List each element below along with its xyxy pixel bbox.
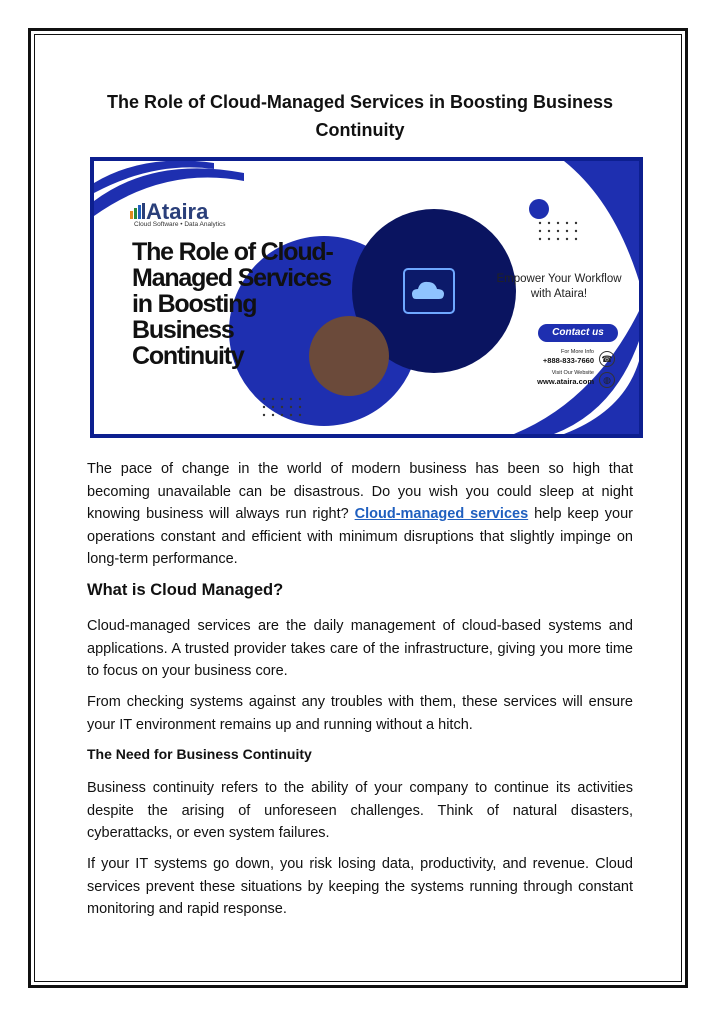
logo-name: Ataira (146, 199, 209, 224)
logo-tagline: Cloud Software • Data Analytics (134, 221, 226, 228)
website-url[interactable]: www.ataira.com (537, 377, 594, 386)
logo-bars-icon (130, 203, 146, 219)
section-heading-business-continuity: The Need for Business Continuity (87, 746, 312, 762)
cloud-chip-icon (394, 261, 464, 321)
empower-text: Empower Your Workflow with Ataira! (496, 273, 622, 300)
dot-grid-bottom (262, 397, 312, 421)
intro-paragraph (87, 458, 633, 571)
globe-icon: ◍ (599, 372, 615, 388)
intro-text-before-link: The pace of change in the world of modern business has been so high that becoming unavailable can be disastrous. Do you wish you could sleep at night knowing business will always run right? (87, 461, 633, 522)
intro-text-after-link: help keep your operations constant and efficient with minimum disruptions that slightly impinge on long-term performance. (87, 506, 633, 567)
website-label: Visit Our Website (551, 370, 594, 376)
cloud-managed-services-link[interactable]: Cloud-managed services (354, 506, 529, 522)
section2-paragraph-2: If your IT systems go down, you risk losing data, productivity, and revenue. Cloud services prevent these situations by keeping the systems running through constant monitoring and rapid response. (87, 856, 633, 917)
phone-icon: ☎ (599, 351, 615, 367)
contact-us-button[interactable]: Contact us (538, 324, 618, 342)
phone-label: For More Info (560, 349, 594, 355)
section1-paragraph-1: Cloud-managed services are the daily management of cloud-based systems and applications. A trusted provider takes care of the infrastructure, giving you more time to focus on your business core. (87, 618, 633, 679)
section1-paragraph-2: From checking systems against any troubles with them, these services will ensure your IT environment remains up and running without a hitch. (87, 694, 633, 733)
banner-content (94, 161, 639, 434)
dot-grid-top (538, 221, 588, 245)
hero-banner (90, 157, 643, 438)
section2-paragraph-1: Business continuity refers to the ability of your company to continue its activities despite the arising of unforeseen challenges. Think of natural disasters, cyberattacks, or even system failures. (87, 780, 633, 841)
section-heading-what-is-cloud-managed: What is Cloud Managed? (87, 581, 284, 599)
phone-number: +888-833-7660 (542, 356, 594, 365)
document-title: The Role of Cloud-Managed Services in Boosting Business Continuity (106, 92, 614, 140)
banner-headline: The Role of Cloud-Managed Services in Boosting Business Continuity (132, 238, 333, 370)
